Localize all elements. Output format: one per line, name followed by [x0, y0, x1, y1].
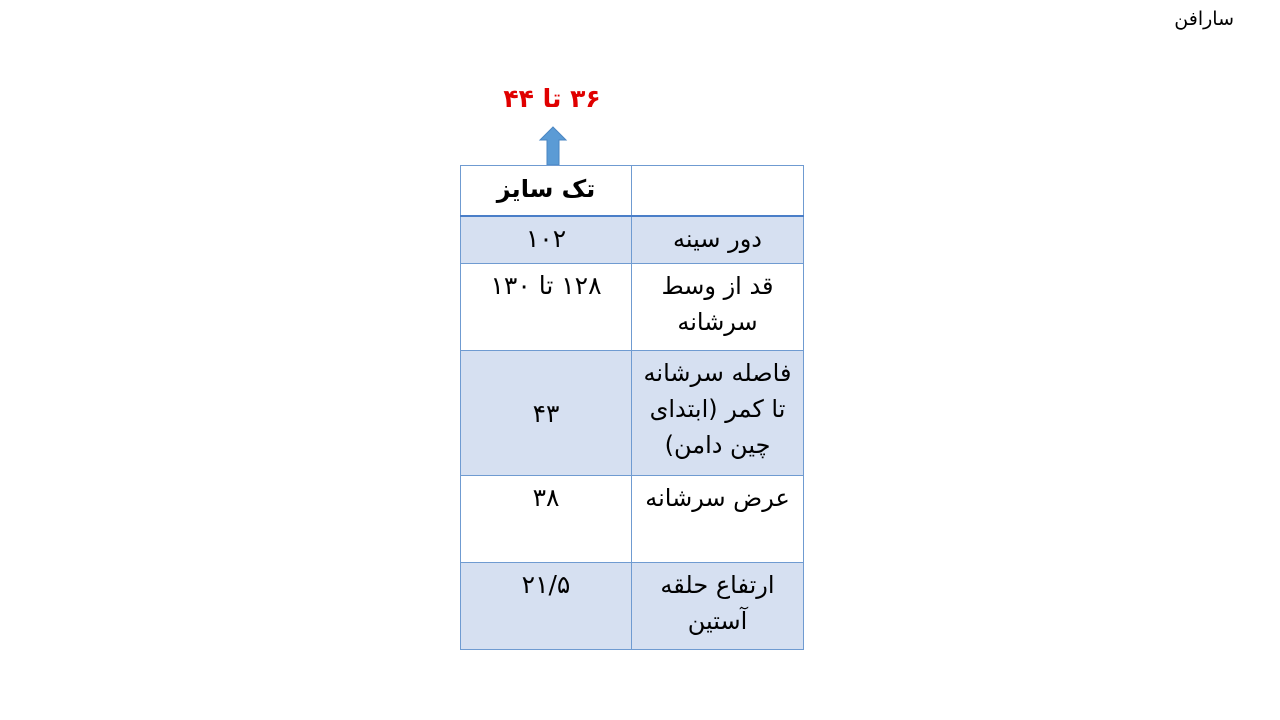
label-cell: قد از وسط سرشانه	[632, 264, 804, 351]
table-row	[461, 351, 804, 476]
table-header-row	[461, 166, 804, 216]
value-cell: ۱۲۸ تا ۱۳۰	[461, 264, 632, 351]
size-range-label: ۳۶ تا ۴۴	[503, 84, 601, 113]
table-row	[461, 563, 804, 650]
label-cell: فاصله سرشانه تا کمر (ابتدای چین دامن)	[632, 351, 804, 476]
label-cell: عرض سرشانه	[632, 476, 804, 563]
value-cell: ۲۱/۵	[461, 563, 632, 650]
value-cell: ۱۰۲	[461, 216, 632, 264]
table-row	[461, 476, 804, 563]
size-table	[460, 165, 804, 650]
up-arrow-icon	[538, 126, 568, 166]
table-row	[461, 264, 804, 351]
value-cell: ۳۸	[461, 476, 632, 563]
header-size-cell: تک سایز	[461, 166, 632, 216]
header-blank-cell	[632, 166, 804, 216]
value-cell: ۴۳	[461, 351, 632, 476]
label-cell: دور سینه	[632, 216, 804, 264]
table-row	[461, 216, 804, 264]
slide-title: سارافن	[1174, 8, 1234, 30]
label-cell: ارتفاع حلقه آستین	[632, 563, 804, 650]
